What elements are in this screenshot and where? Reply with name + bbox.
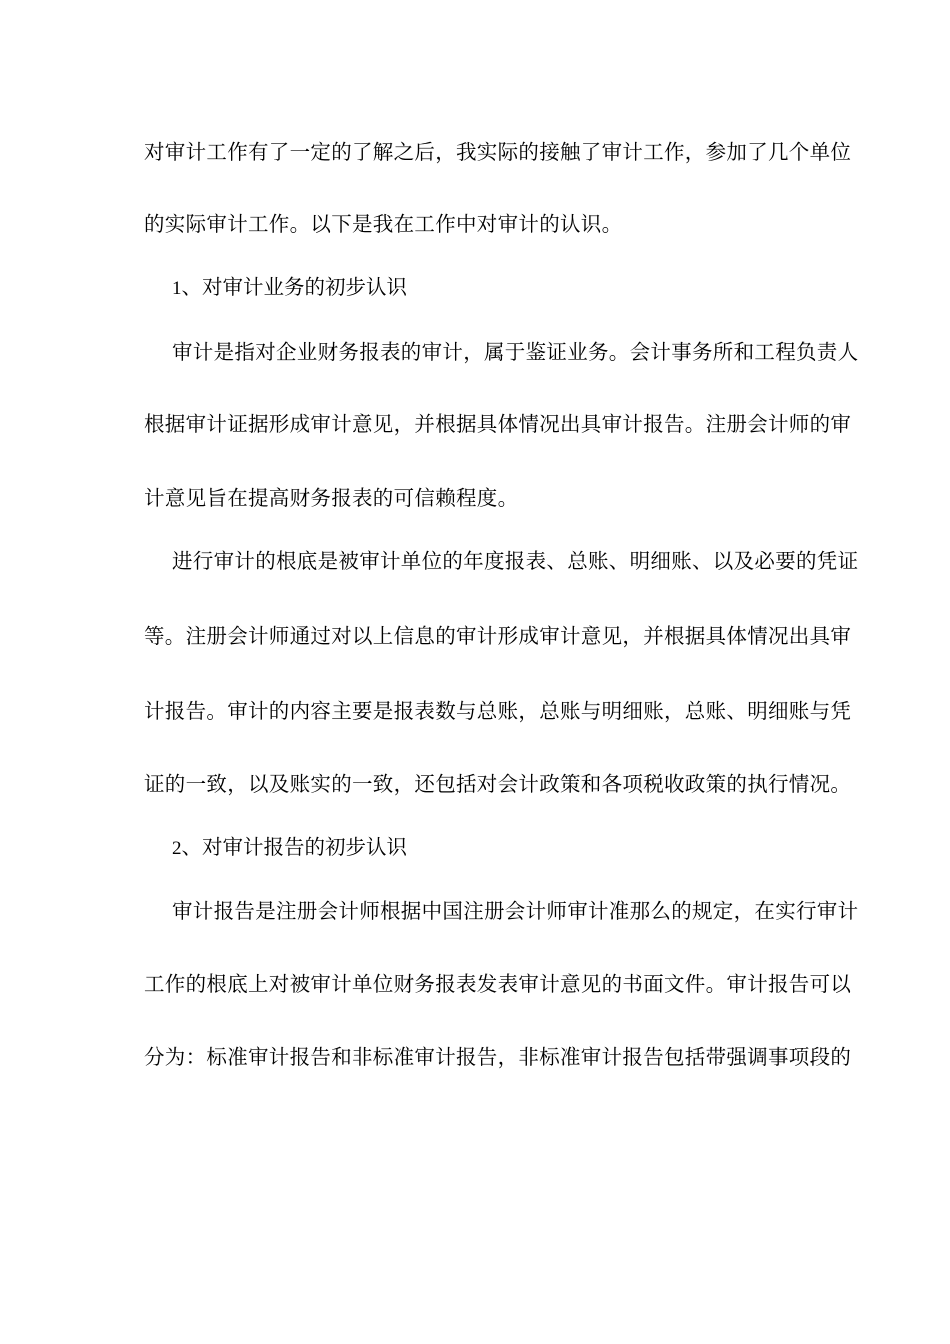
section-1-number: 1 <box>172 278 182 299</box>
section-2-number: 2 <box>172 838 182 859</box>
s1-p2-line-4: 证的一致，以及账实的一致，还包括对会计政策和各项税收政策的执行情况。 <box>144 772 852 796</box>
s1-p1-line-2: 根据审计证据形成审计意见，并根据具体情况出具审计报告。注册会计师的审 <box>144 412 852 436</box>
section-2-heading <box>172 833 407 863</box>
s1-p1-line-3: 计意见旨在提高财务报表的可信赖程度。 <box>144 486 519 510</box>
intro-line-2: 的实际审计工作。以下是我在工作中对审计的认识。 <box>144 212 623 236</box>
section-1-title: 、对审计业务的初步认识 <box>181 275 407 299</box>
section-2-title: 、对审计报告的初步认识 <box>181 835 407 859</box>
s1-p1-line-1: 审计是指对企业财务报表的审计，属于鉴证业务。会计事务所和工程负责人 <box>172 340 859 364</box>
s1-p2-line-2: 等。注册会计师通过对以上信息的审计形成审计意见，并根据具体情况出具审 <box>144 624 852 648</box>
s1-p2-line-1: 进行审计的根底是被审计单位的年度报表、总账、明细账、以及必要的凭证 <box>172 549 859 573</box>
section-1-heading <box>172 273 407 303</box>
s2-p1-line-2: 工作的根底上对被审计单位财务报表发表审计意见的书面文件。审计报告可以 <box>144 972 852 996</box>
intro-line-1: 对审计工作有了一定的了解之后，我实际的接触了审计工作，参加了几个单位 <box>144 140 852 164</box>
s2-p1-line-1: 审计报告是注册会计师根据中国注册会计师审计准那么的规定，在实行审计 <box>172 899 859 923</box>
s1-p2-line-3: 计报告。审计的内容主要是报表数与总账，总账与明细账，总账、明细账与凭 <box>144 699 852 723</box>
s2-p1-line-3: 分为：标准审计报告和非标准审计报告，非标准审计报告包括带强调事项段的 <box>144 1045 852 1069</box>
